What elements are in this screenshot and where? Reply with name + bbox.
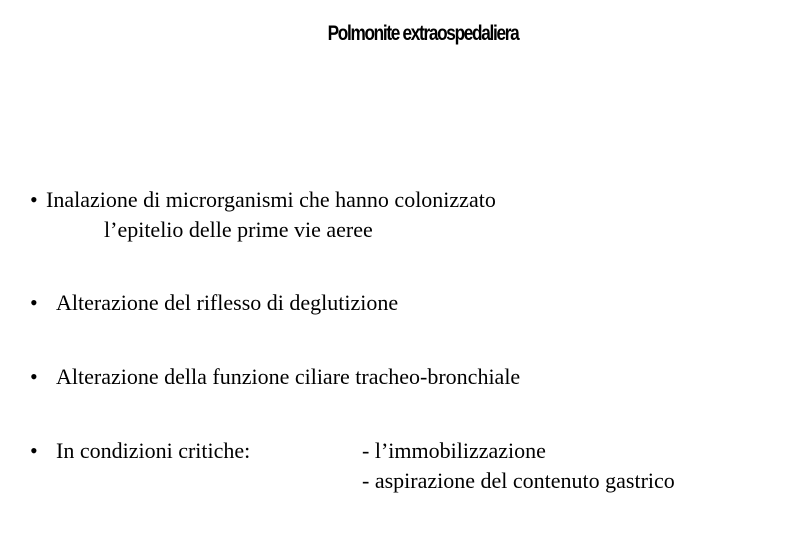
bullet-text: Alterazione della funzione ciliare tracheo-bronchiale — [56, 364, 521, 389]
bullet-swallow-reflex — [30, 288, 398, 318]
bullet-inhalation — [30, 185, 496, 245]
bullet-text-line2: l’epitelio delle prime vie aeree — [104, 217, 373, 242]
sub-item-immobilization: - l’immobilizzazione — [362, 438, 546, 463]
bullet-marker: • — [30, 290, 38, 315]
bullet-lead-text: In condizioni critiche: — [56, 438, 251, 463]
bullet-ciliary-function — [30, 362, 520, 392]
bullet-marker: • — [30, 364, 38, 389]
sub-item-gastric-aspiration: - aspirazione del contenuto gastrico — [362, 468, 675, 493]
bullet-text: Alterazione del riflesso di deglutizione — [56, 290, 399, 315]
bullet-critical-conditions — [30, 436, 675, 496]
bullet-text-line1: Inalazione di microrganismi che hanno colonizzato — [46, 187, 496, 212]
bullet-marker: • — [30, 187, 38, 212]
slide-title: Polmonite extraospedaliera — [327, 22, 519, 45]
bullet-marker: • — [30, 438, 38, 463]
